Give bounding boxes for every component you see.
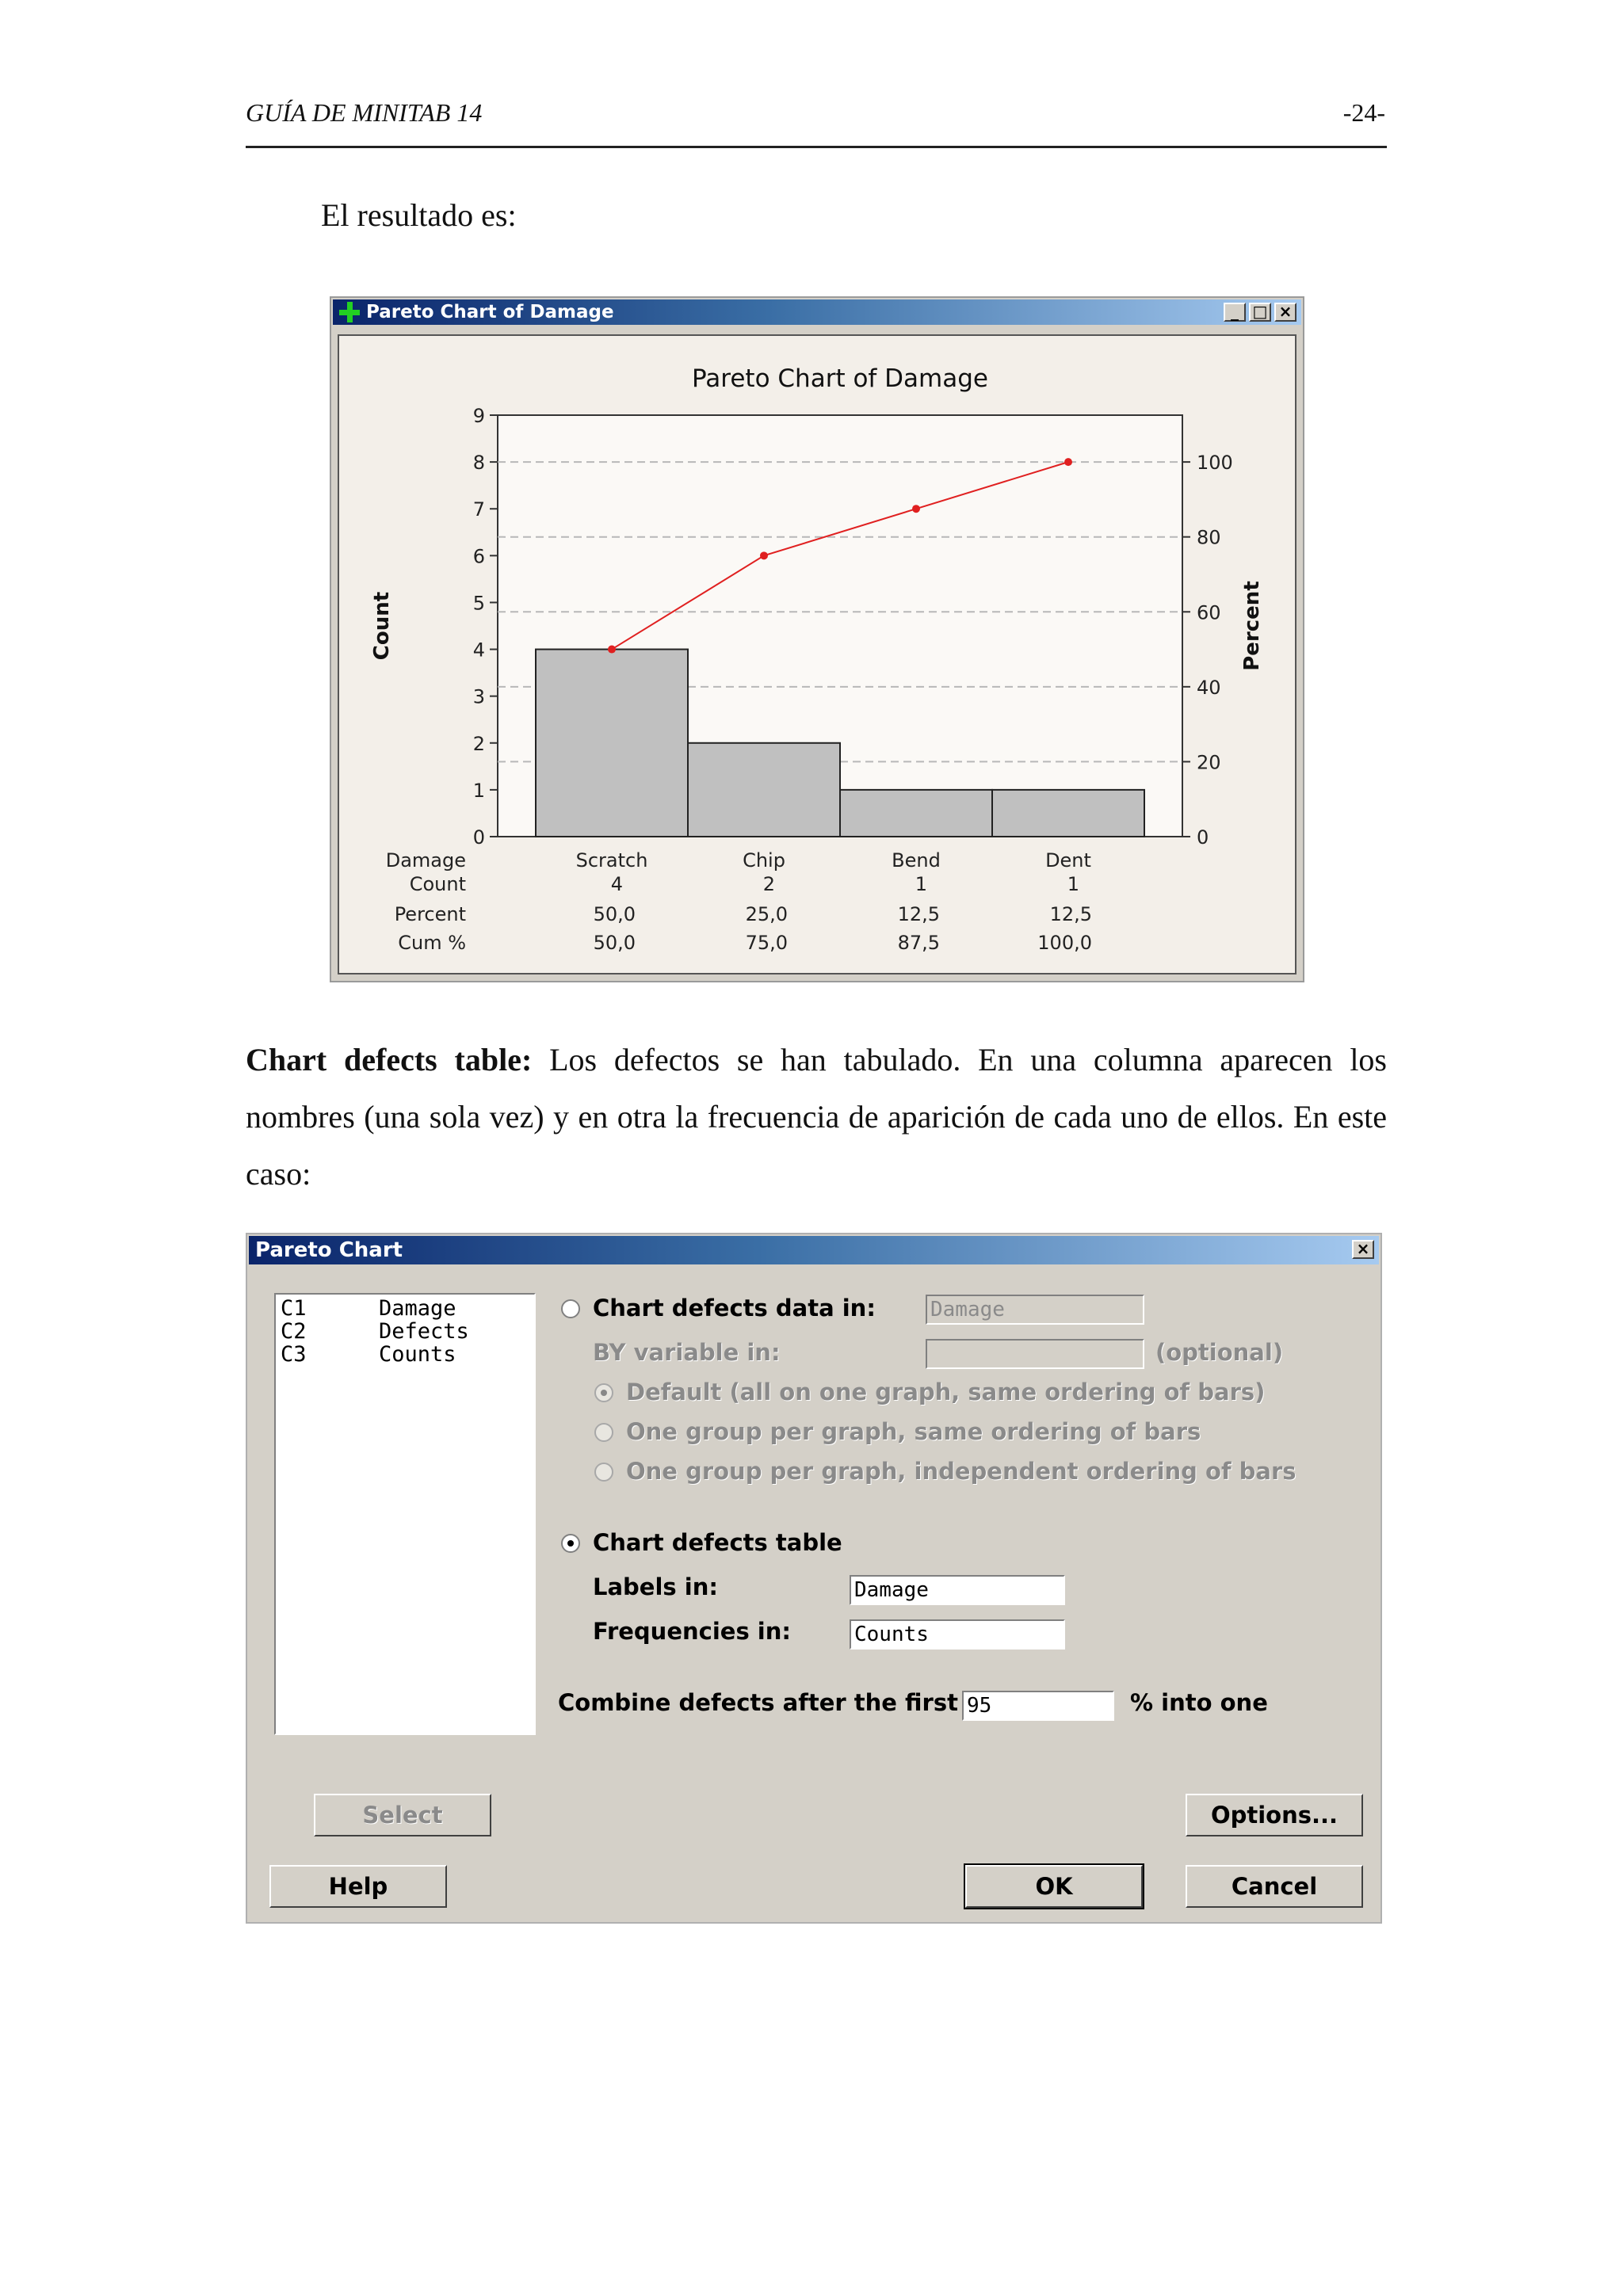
category-label: Chip — [743, 849, 785, 871]
cumulative-point — [912, 505, 920, 513]
group-same-ordering-label: One group per graph, same ordering of bars — [626, 1418, 1201, 1445]
y2-tick-label: 40 — [1197, 676, 1221, 699]
group-independent-ordering-radio[interactable] — [594, 1463, 613, 1482]
cum-percent-value: 50,0 — [593, 932, 636, 954]
y-tick-label: 5 — [472, 592, 485, 615]
chart-defects-table-radio[interactable] — [561, 1534, 580, 1553]
by-variable-label: BY variable in: — [593, 1339, 781, 1366]
ok-button[interactable]: OK — [965, 1865, 1143, 1908]
combine-suffix-label: % into one — [1130, 1689, 1268, 1716]
frequencies-in-input[interactable]: Counts — [850, 1619, 1065, 1650]
by-variable-input[interactable] — [926, 1339, 1144, 1369]
cum-percent-value: 100,0 — [1037, 932, 1092, 954]
cumulative-point — [608, 646, 616, 654]
frequencies-in-label: Frequencies in: — [593, 1618, 791, 1645]
y-tick-label: 0 — [472, 826, 485, 849]
variable-item[interactable]: C3 Counts — [281, 1342, 456, 1367]
cancel-button[interactable]: Cancel — [1186, 1865, 1363, 1908]
pareto-chart — [339, 336, 1295, 973]
pareto-dialog — [246, 1233, 1382, 1924]
chart-area — [338, 334, 1296, 974]
bar-dent — [992, 790, 1144, 837]
percent-value: 12,5 — [1049, 903, 1092, 925]
cum-percent-value: 75,0 — [745, 932, 788, 954]
y-tick-label: 6 — [472, 545, 485, 568]
cumulative-point — [1064, 458, 1072, 466]
chart-window-title: Pareto Chart of Damage — [366, 302, 614, 322]
table-row-label: Count — [409, 873, 466, 895]
combine-label: Combine defects after the first — [558, 1689, 958, 1716]
y-axis-label: Count — [370, 591, 394, 661]
chart-defects-data-input[interactable]: Damage — [926, 1295, 1144, 1325]
paragraph-bold-lead: Chart defects table: — [246, 1042, 533, 1077]
cumulative-point — [760, 551, 768, 559]
group-independent-ordering-label: One group per graph, independent ordering of bars — [626, 1458, 1296, 1485]
y-tick-label: 1 — [472, 779, 485, 802]
options-button[interactable]: Options... — [1186, 1794, 1363, 1836]
percent-value: 50,0 — [593, 903, 636, 925]
table-row-label: Cum % — [398, 932, 466, 954]
minimize-button[interactable]: _ — [1224, 303, 1246, 322]
percent-value: 12,5 — [897, 903, 940, 925]
dialog-close-button[interactable]: × — [1352, 1240, 1374, 1259]
cum-percent-value: 87,5 — [897, 932, 940, 954]
optional-label: (optional) — [1155, 1339, 1284, 1366]
y-tick-label: 9 — [472, 405, 485, 427]
chart-title: Pareto Chart of Damage — [692, 364, 988, 393]
count-value: 1 — [915, 873, 927, 895]
y-tick-label: 4 — [472, 639, 485, 662]
count-value: 2 — [762, 873, 775, 895]
minitab-plus-icon — [339, 302, 360, 322]
variable-item[interactable]: C1 Damage — [281, 1296, 456, 1321]
paragraph-text: Los defectos se han tabulado. En una columna aparecen los nombres (una sola vez) y en otra la frecuencia de aparición de cada uno de ellos. En este caso: — [246, 1042, 1387, 1192]
count-value: 1 — [1067, 873, 1079, 895]
body-paragraph — [246, 1032, 1387, 1203]
variable-list[interactable] — [274, 1293, 536, 1735]
y2-axis-label: Percent — [1240, 581, 1264, 671]
labels-in-label: Labels in: — [593, 1573, 718, 1600]
variable-item[interactable]: C2 Defects — [281, 1319, 469, 1344]
maximize-button[interactable]: □ — [1249, 303, 1271, 322]
page-number: -24- — [1342, 98, 1385, 127]
y-tick-label: 7 — [472, 498, 485, 521]
chart-defects-table-label: Chart defects table — [593, 1529, 842, 1556]
intro-text: El resultado es: — [321, 197, 517, 233]
y2-tick-label: 80 — [1197, 526, 1221, 549]
y2-tick-label: 0 — [1197, 826, 1209, 849]
bar-scratch — [536, 650, 688, 837]
percent-value: 25,0 — [745, 903, 788, 925]
y2-tick-label: 100 — [1197, 452, 1233, 475]
chart-defects-data-radio[interactable] — [561, 1299, 580, 1318]
y-tick-label: 2 — [472, 732, 485, 755]
help-button[interactable]: Help — [269, 1865, 447, 1908]
default-ordering-label: Default (all on one graph, same ordering of bars) — [626, 1379, 1266, 1405]
bar-chip — [688, 743, 840, 837]
header-rule — [246, 146, 1387, 148]
count-value: 4 — [610, 873, 623, 895]
dialog-title: Pareto Chart — [255, 1238, 403, 1262]
combine-percent-input[interactable]: 95 — [962, 1691, 1114, 1721]
close-button[interactable]: × — [1274, 303, 1296, 322]
dialog-titlebar[interactable] — [249, 1236, 1379, 1264]
running-header-title: GUÍA DE MINITAB 14 — [246, 98, 483, 127]
category-label: Bend — [892, 849, 941, 871]
table-row-label: Damage — [385, 849, 466, 871]
labels-in-input[interactable]: Damage — [850, 1575, 1065, 1605]
y2-tick-label: 20 — [1197, 751, 1221, 774]
category-label: Scratch — [575, 849, 648, 871]
chart-window-titlebar[interactable] — [333, 299, 1301, 325]
chart-defects-data-label: Chart defects data in: — [593, 1295, 876, 1322]
default-ordering-radio[interactable] — [594, 1383, 613, 1402]
select-button[interactable]: Select — [314, 1794, 491, 1836]
y-tick-label: 8 — [472, 452, 485, 475]
table-row-label: Percent — [394, 903, 466, 925]
y-tick-label: 3 — [472, 685, 485, 708]
y2-tick-label: 60 — [1197, 601, 1221, 624]
category-label: Dent — [1045, 849, 1091, 871]
group-same-ordering-radio[interactable] — [594, 1423, 613, 1442]
bar-bend — [840, 790, 992, 837]
chart-window — [330, 296, 1304, 982]
